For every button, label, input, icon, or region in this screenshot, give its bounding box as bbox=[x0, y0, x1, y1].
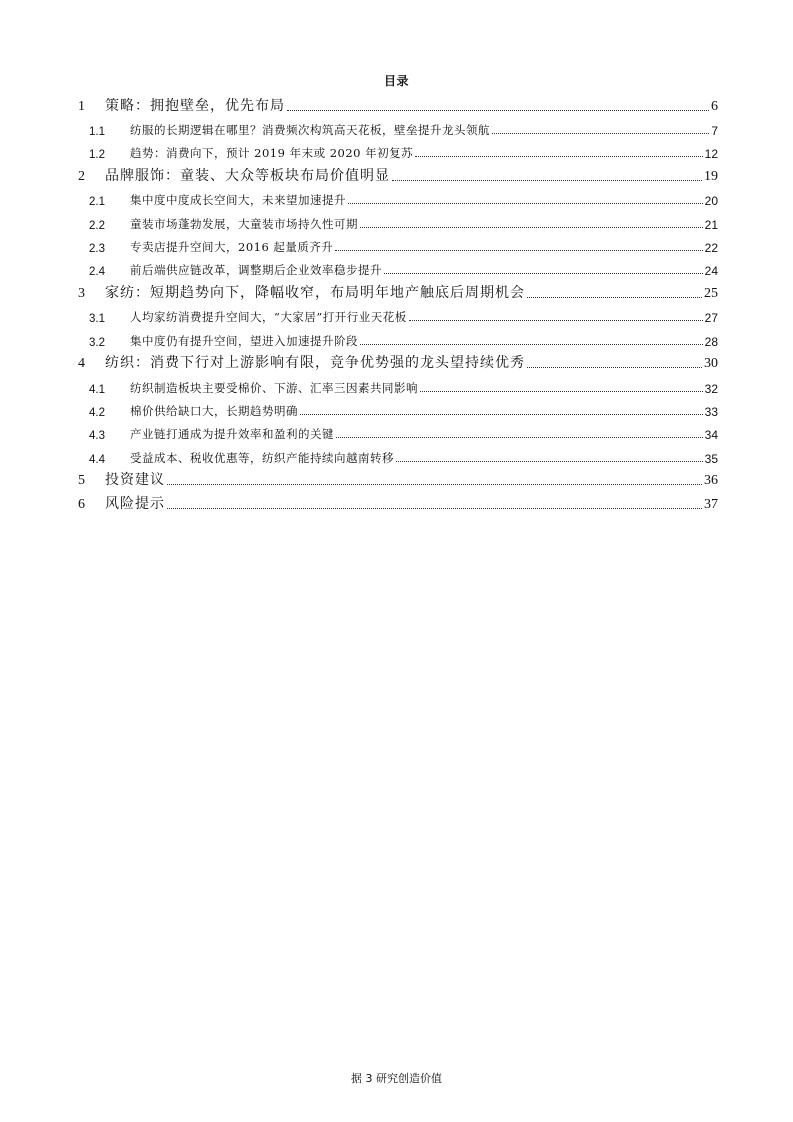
toc-entry-label: 家纺：短期趋势向下，降幅收窄，布局明年地产触底后周期机会 bbox=[105, 284, 525, 301]
toc-dot-leader bbox=[300, 414, 703, 415]
toc-entry-number: 5 bbox=[78, 473, 85, 489]
toc-entry-section[interactable] bbox=[78, 302, 718, 325]
toc-entry-number: 3 bbox=[78, 285, 85, 301]
toc-entry-page-number: 24 bbox=[704, 264, 718, 279]
toc-entry-label: 童装市场蓬勃发展，大童装市场持久性可期 bbox=[130, 216, 358, 231]
toc-entry-section[interactable] bbox=[78, 396, 718, 419]
toc-entry-page-number: 12 bbox=[704, 147, 718, 162]
toc-entry-page-number: 36 bbox=[704, 473, 718, 489]
toc-entry-section[interactable] bbox=[78, 232, 718, 255]
toc-entry-number: 1.2 bbox=[89, 149, 105, 162]
toc-entry-page-number: 19 bbox=[704, 168, 718, 184]
toc-entry-section[interactable] bbox=[78, 442, 718, 465]
toc-entry-number: 2.1 bbox=[89, 196, 105, 209]
toc-dot-leader bbox=[360, 344, 703, 345]
toc-dot-leader bbox=[527, 367, 702, 368]
toc-entry-section[interactable] bbox=[78, 115, 718, 138]
toc-entry-page-number: 33 bbox=[704, 404, 718, 419]
toc-entry-number: 2.2 bbox=[89, 219, 105, 232]
toc-entry-number: 4.2 bbox=[89, 406, 105, 419]
toc-entry-page-number: 21 bbox=[704, 217, 718, 232]
toc-entry-section[interactable] bbox=[78, 325, 718, 348]
table-of-contents bbox=[78, 91, 718, 513]
toc-dot-leader bbox=[167, 508, 702, 509]
toc-dot-leader bbox=[492, 133, 709, 134]
toc-dot-leader bbox=[336, 437, 703, 438]
toc-dot-leader bbox=[348, 203, 703, 204]
toc-entry-chapter[interactable] bbox=[78, 349, 718, 373]
toc-dot-leader bbox=[392, 180, 702, 181]
toc-entry-page-number: 37 bbox=[704, 496, 718, 512]
toc-entry-label: 集中度仍有提升空间，望进入加速提升阶段 bbox=[130, 333, 358, 348]
toc-entry-page-number: 28 bbox=[704, 334, 718, 349]
toc-entry-label: 受益成本、税收优惠等，纺织产能持续向越南转移 bbox=[130, 450, 394, 465]
toc-entry-label: 纺织：消费下行对上游影响有限，竞争优势强的龙头望持续优秀 bbox=[105, 355, 525, 372]
toc-entry-page-number: 25 bbox=[704, 285, 718, 301]
toc-entry-chapter[interactable] bbox=[78, 161, 718, 185]
toc-entry-label: 风险提示 bbox=[105, 495, 165, 512]
toc-entry-section[interactable] bbox=[78, 419, 718, 442]
toc-dot-leader bbox=[415, 156, 702, 157]
toc-entry-page-number: 32 bbox=[704, 381, 718, 396]
toc-entry-chapter[interactable] bbox=[78, 91, 718, 115]
toc-entry-page-number: 34 bbox=[704, 428, 718, 443]
toc-entry-label: 棉价供给缺口大，长期趋势明确 bbox=[130, 403, 298, 418]
toc-dot-leader bbox=[287, 110, 709, 111]
toc-entry-label: 趋势：消费向下，预计 2019 年末或 2020 年初复苏 bbox=[130, 146, 414, 161]
toc-entry-page-number: 27 bbox=[704, 311, 718, 326]
toc-entry-number: 2.4 bbox=[89, 266, 105, 279]
toc-entry-label: 品牌服饰：童装、大众等板块布局价值明显 bbox=[105, 167, 390, 184]
toc-entry-label: 纺织制造板块主要受棉价、下游、汇率三因素共同影响 bbox=[130, 380, 418, 395]
toc-dot-leader bbox=[335, 250, 702, 251]
toc-entry-page-number: 7 bbox=[711, 123, 718, 138]
toc-entry-page-number: 22 bbox=[704, 240, 718, 255]
toc-entry-section[interactable] bbox=[78, 208, 718, 231]
toc-dot-leader bbox=[396, 461, 703, 462]
toc-entry-number: 4 bbox=[78, 356, 85, 372]
toc-entry-section[interactable] bbox=[78, 372, 718, 395]
toc-entry-label: 投资建议 bbox=[105, 472, 165, 489]
toc-entry-number: 4.3 bbox=[89, 430, 105, 443]
page-footer: 据 3 研究创造价值 bbox=[351, 1072, 442, 1085]
toc-dot-leader bbox=[360, 227, 703, 228]
toc-entry-label: 专卖店提升空间大，2016 起量质齐升 bbox=[130, 239, 334, 254]
toc-dot-leader bbox=[384, 273, 703, 274]
toc-title: 目录 bbox=[383, 74, 409, 88]
toc-entry-section[interactable] bbox=[78, 185, 718, 208]
toc-entry-page-number: 35 bbox=[704, 451, 718, 466]
toc-dot-leader bbox=[420, 391, 703, 392]
toc-entry-number: 1 bbox=[78, 98, 85, 114]
toc-entry-chapter[interactable] bbox=[78, 278, 718, 302]
toc-entry-label: 集中度中度成长空间大，未来望加速提升 bbox=[130, 193, 346, 208]
toc-entry-label: 前后端供应链改革，调整期后企业效率稳步提升 bbox=[130, 263, 382, 278]
toc-entry-chapter[interactable] bbox=[78, 466, 718, 490]
toc-entry-page-number: 20 bbox=[704, 194, 718, 209]
toc-dot-leader bbox=[527, 297, 702, 298]
toc-entry-number: 3.2 bbox=[89, 336, 105, 349]
toc-entry-number: 3.1 bbox=[89, 313, 105, 326]
toc-entry-section[interactable] bbox=[78, 138, 718, 161]
toc-entry-label: 人均家纺消费提升空间大，“大家居”打开行业天花板 bbox=[130, 310, 407, 325]
toc-entry-number: 2.3 bbox=[89, 242, 105, 255]
toc-entry-label: 产业链打通成为提升效率和盈利的关键 bbox=[130, 427, 334, 442]
toc-entry-page-number: 6 bbox=[711, 98, 718, 114]
toc-entry-chapter[interactable] bbox=[78, 489, 718, 513]
toc-entry-section[interactable] bbox=[78, 255, 718, 278]
toc-dot-leader bbox=[409, 320, 703, 321]
toc-dot-leader bbox=[167, 484, 702, 485]
toc-entry-page-number: 30 bbox=[704, 356, 718, 372]
toc-entry-number: 2 bbox=[78, 168, 85, 184]
toc-entry-label: 纺服的长期逻辑在哪里？消费频次构筑高天花板，壁垒提升龙头领航 bbox=[130, 122, 490, 137]
toc-entry-number: 4.4 bbox=[89, 453, 105, 466]
toc-entry-number: 1.1 bbox=[89, 125, 105, 138]
toc-entry-label: 策略：拥抱壁垒，优先布局 bbox=[105, 97, 285, 114]
toc-entry-number: 6 bbox=[78, 496, 85, 512]
toc-entry-number: 4.1 bbox=[89, 383, 105, 396]
